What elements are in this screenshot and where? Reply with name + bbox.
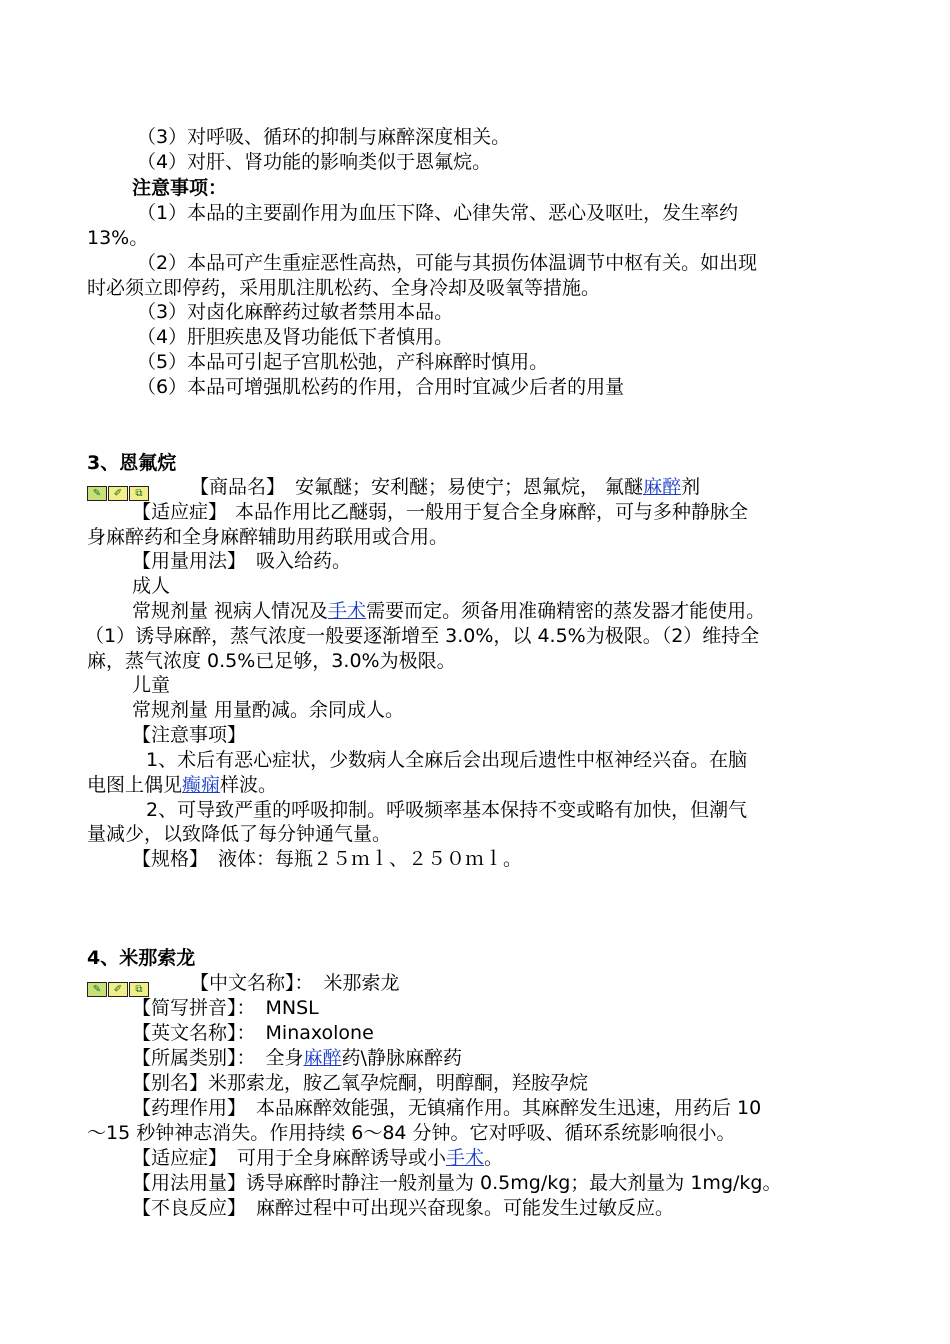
trade-name-line [87, 475, 950, 499]
copy-icon[interactable]: ⧉ [129, 486, 149, 501]
text-line: （4）肝胆疾患及肾功能低下者慎用。 [137, 326, 454, 348]
category-label: 【所属类别】： [132, 1047, 256, 1069]
text-line: 13%。 [87, 227, 149, 249]
toolbar-icons[interactable] [87, 974, 150, 998]
pinyin-line [132, 996, 950, 1020]
adverse-text: 麻醉过程中可出现兴奋现象。可能发生过敏反应。 [256, 1197, 675, 1219]
pharm-text: 本品麻醉效能强，无镇痛作用。其麻醉发生迅速，用药后 10 [256, 1097, 762, 1119]
text-line: 2、可导致严重的呼吸抑制。呼吸频率基本保持不变或略有加快，但潮气 [146, 799, 748, 821]
bookmark-icon[interactable]: ✎ [87, 486, 107, 501]
section-heading: 4、米那索龙 [87, 947, 196, 969]
spec-label: 【规格】 [132, 848, 209, 870]
adult-dose-line [132, 599, 950, 623]
adverse-label: 【不良反应】 [132, 1197, 247, 1219]
edit-icon[interactable]: ✐ [108, 982, 128, 997]
text-line: （3）对卤化麻醉药过敏者禁用本品。 [137, 301, 454, 323]
child-label: 儿童 [132, 674, 171, 696]
text-line: （3）对呼吸、循环的抑制与麻醉深度相关。 [137, 126, 511, 148]
pinyin-text: MNSL [265, 997, 319, 1019]
adult-dose-text: 常规剂量 视病人情况及 [132, 600, 329, 622]
pinyin-label: 【简写拼音】： [132, 997, 256, 1019]
text-line: 麻，蒸气浓度 0.5%已足够，3.0%为极限。 [87, 650, 456, 672]
indication-line [132, 1146, 950, 1170]
text-line: （4）对肝、肾功能的影响类似于恩氟烷。 [137, 151, 492, 173]
text-line: 量减少，以致降低了每分钟通气量。 [87, 823, 392, 845]
caution-line [87, 773, 950, 797]
link-surgery[interactable]: 手术 [446, 1147, 485, 1169]
indication-label: 【适应症】 [132, 1147, 228, 1169]
precautions-heading: 注意事项： [132, 177, 228, 199]
text-line: 时必须立即停药，采用肌注肌松药、全身冷却及吸氧等措施。 [87, 277, 601, 299]
caution-text-2: 样波。 [220, 774, 278, 796]
alias-text: 米那索龙，胺乙氧孕烷酮，明醇酮，羟胺孕烷 [208, 1072, 589, 1094]
text-line: （1）本品的主要副作用为血压下降、心律失常、恶心及呕吐，发生率约 [137, 202, 739, 224]
caution-text: 电图上偶见 [87, 774, 183, 796]
link-surgery[interactable]: 手术 [328, 600, 367, 622]
spec-text: 液体：每瓶２５ｍｌ、２５０ｍｌ。 [218, 848, 523, 870]
spec-line [132, 847, 950, 871]
dose-label: 【用法用量】 [132, 1172, 247, 1194]
category-text-2: 药\静脉麻醉药 [341, 1047, 462, 1069]
category-line [132, 1046, 950, 1070]
child-dose: 常规剂量 用量酌减。余同成人。 [132, 699, 405, 721]
adult-dose-text-2: 需要而定。须备用准确精密的蒸发器才能使用。 [366, 600, 766, 622]
text-line: ～15 秒钟神志消失。作用持续 6～84 分钟。它对呼吸、循环系统影响很小。 [87, 1122, 736, 1144]
indication-text: 本品作用比乙醚弱，一般用于复合全身麻醉，可与多种静脉全 [235, 501, 749, 523]
dose-line [132, 1171, 950, 1195]
text-line: 身麻醉药和全身麻醉辅助用药联用或合用。 [87, 526, 449, 548]
text-line: （2）本品可产生重症恶性高热，可能与其损伤体温调节中枢有关。如出现 [137, 252, 758, 274]
trade-label: 【商品名】 [190, 476, 286, 498]
pharm-label: 【药理作用】 [132, 1097, 247, 1119]
indication-label: 【适应症】 [132, 501, 228, 523]
pharm-line [132, 1096, 950, 1120]
indication-text: 可用于全身麻醉诱导或小 [237, 1147, 447, 1169]
text-line: （5）本品可引起子宫肌松弛，产科麻醉时慎用。 [137, 351, 549, 373]
cn-label: 【中文名称】： [190, 972, 314, 994]
trade-suffix: 剂 [681, 476, 701, 498]
edit-icon[interactable]: ✐ [108, 486, 128, 501]
english-text: Minaxolone [265, 1022, 374, 1044]
cn-name-line [87, 971, 950, 995]
link-epilepsy[interactable]: 癫痫 [182, 774, 221, 796]
adverse-line [132, 1196, 950, 1220]
link-anesthesia[interactable]: 麻醉 [303, 1047, 342, 1069]
link-anesthesia[interactable]: 麻醉 [643, 476, 682, 498]
indication-line [132, 500, 950, 524]
caution-label: 【注意事项】 [132, 724, 247, 746]
copy-icon[interactable]: ⧉ [129, 982, 149, 997]
text-line: （6）本品可增强肌松药的作用，合用时宜减少后者的用量 [137, 376, 625, 398]
category-text: 全身 [265, 1047, 304, 1069]
toolbar-icons[interactable] [87, 478, 150, 502]
dose-text: 诱导麻醉时静注一般剂量为 0.5mg/kg；最大剂量为 1mg/kg。 [246, 1172, 782, 1194]
english-line [132, 1021, 950, 1045]
usage-label: 【用量用法】 [132, 550, 247, 572]
usage-line [132, 549, 950, 573]
text-line: 1、术后有恶心症状，少数病人全麻后会出现后遗性中枢神经兴奋。在脑 [146, 749, 748, 771]
section-heading: 3、恩氟烷 [87, 452, 177, 474]
text-line: （1）诱导麻醉，蒸气浓度一般要逐渐增至 3.0%，以 4.5%为极限。（2）维持全 [85, 625, 760, 647]
usage-text: 吸入给药。 [256, 550, 352, 572]
adult-label: 成人 [132, 575, 171, 597]
alias-label: 【别名】 [132, 1072, 209, 1094]
cn-text: 米那索龙 [323, 972, 400, 994]
bookmark-icon[interactable]: ✎ [87, 982, 107, 997]
alias-line [132, 1071, 950, 1095]
indication-text-2: 。 [484, 1147, 504, 1169]
english-label: 【英文名称】： [132, 1022, 256, 1044]
trade-text: 安氟醚；安利醚；易使宁；恩氟烷， 氟醚 [295, 476, 644, 498]
